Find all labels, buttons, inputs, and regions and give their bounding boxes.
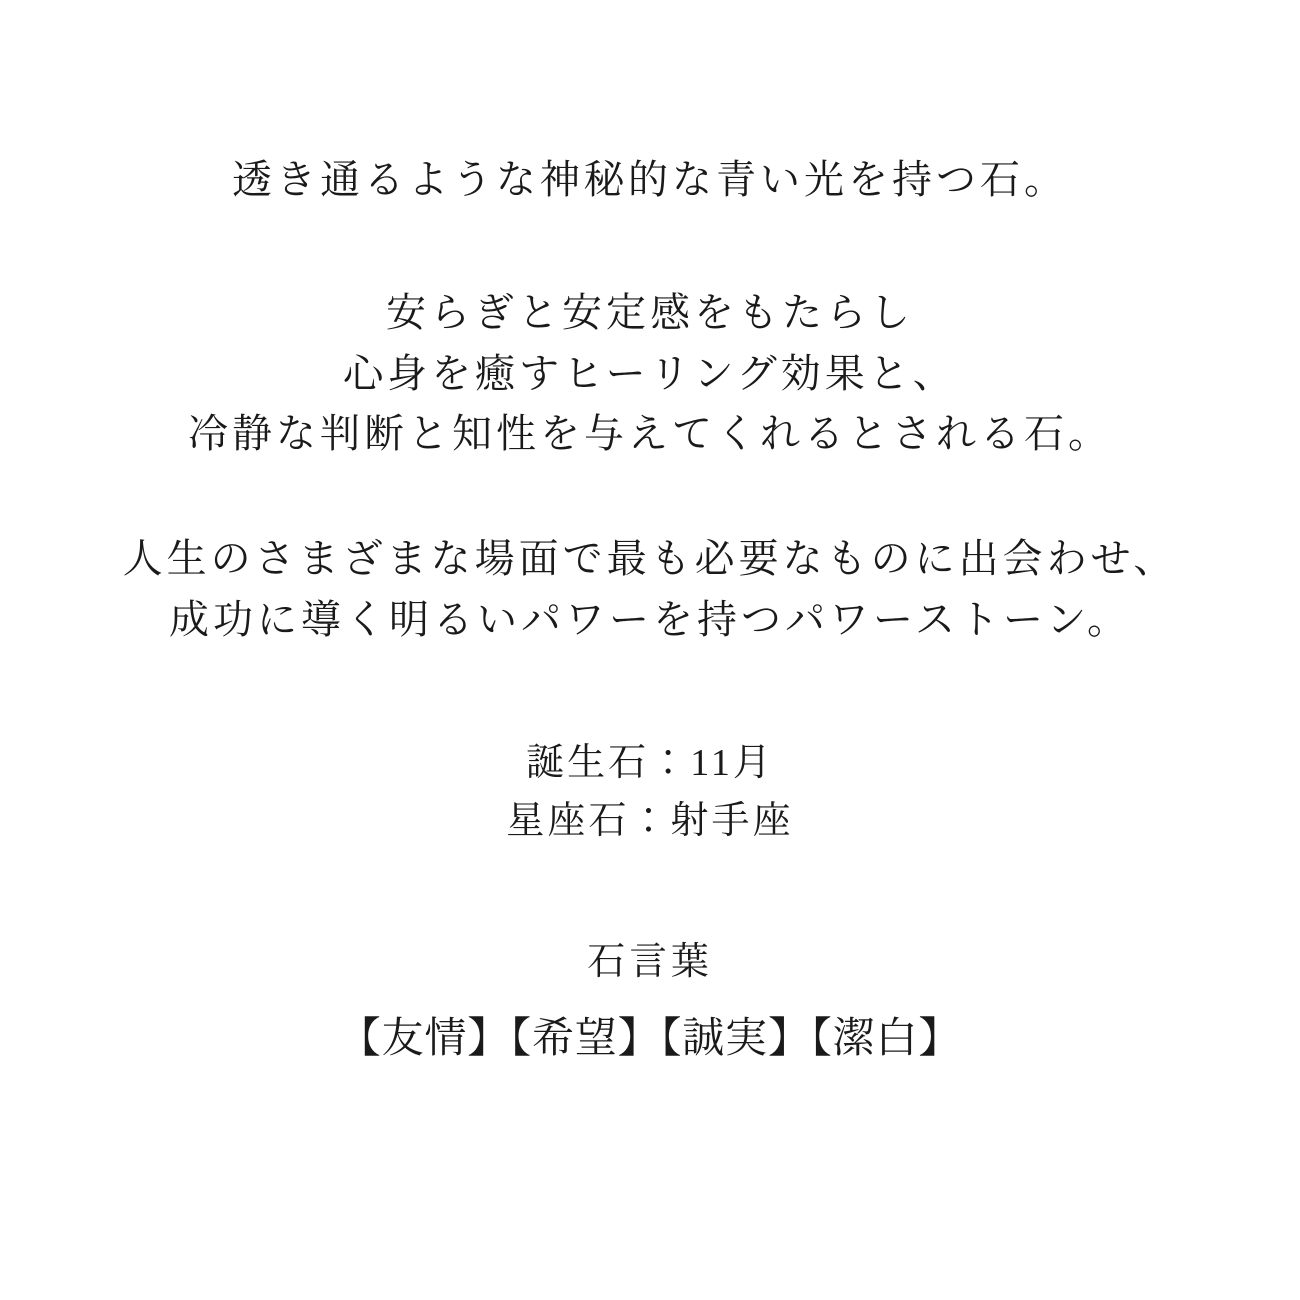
effects-line-3: 冷静な判断と知性を与えてくれるとされる石。	[188, 411, 1112, 457]
power-line-2: 成功に導く明るいパワーを持つパワーストーン。	[169, 596, 1131, 642]
meta-block	[506, 735, 793, 851]
intro-block	[232, 150, 1068, 211]
power-block	[123, 529, 1178, 651]
power-line-1: 人生のさまざまな場面で最も必要なものに出会わせ、	[122, 536, 1178, 582]
zodiac-stone: 星座石：射手座	[506, 799, 794, 842]
stone-words-title: 石言葉	[587, 941, 713, 984]
effects-line-2: 心身を癒すヒーリング効果と、	[343, 350, 957, 396]
effects-line-1: 安らぎと安定感をもたらし	[386, 289, 914, 335]
effects-block	[188, 283, 1112, 465]
stone-words-block	[339, 934, 961, 1072]
stone-words-list: 【友情】【希望】【誠実】【潔白】	[338, 1016, 962, 1063]
birthstone-month: 誕生石：11月	[526, 741, 774, 784]
intro-line-1: 透き通るような神秘的な青い光を持つ石。	[232, 157, 1068, 202]
